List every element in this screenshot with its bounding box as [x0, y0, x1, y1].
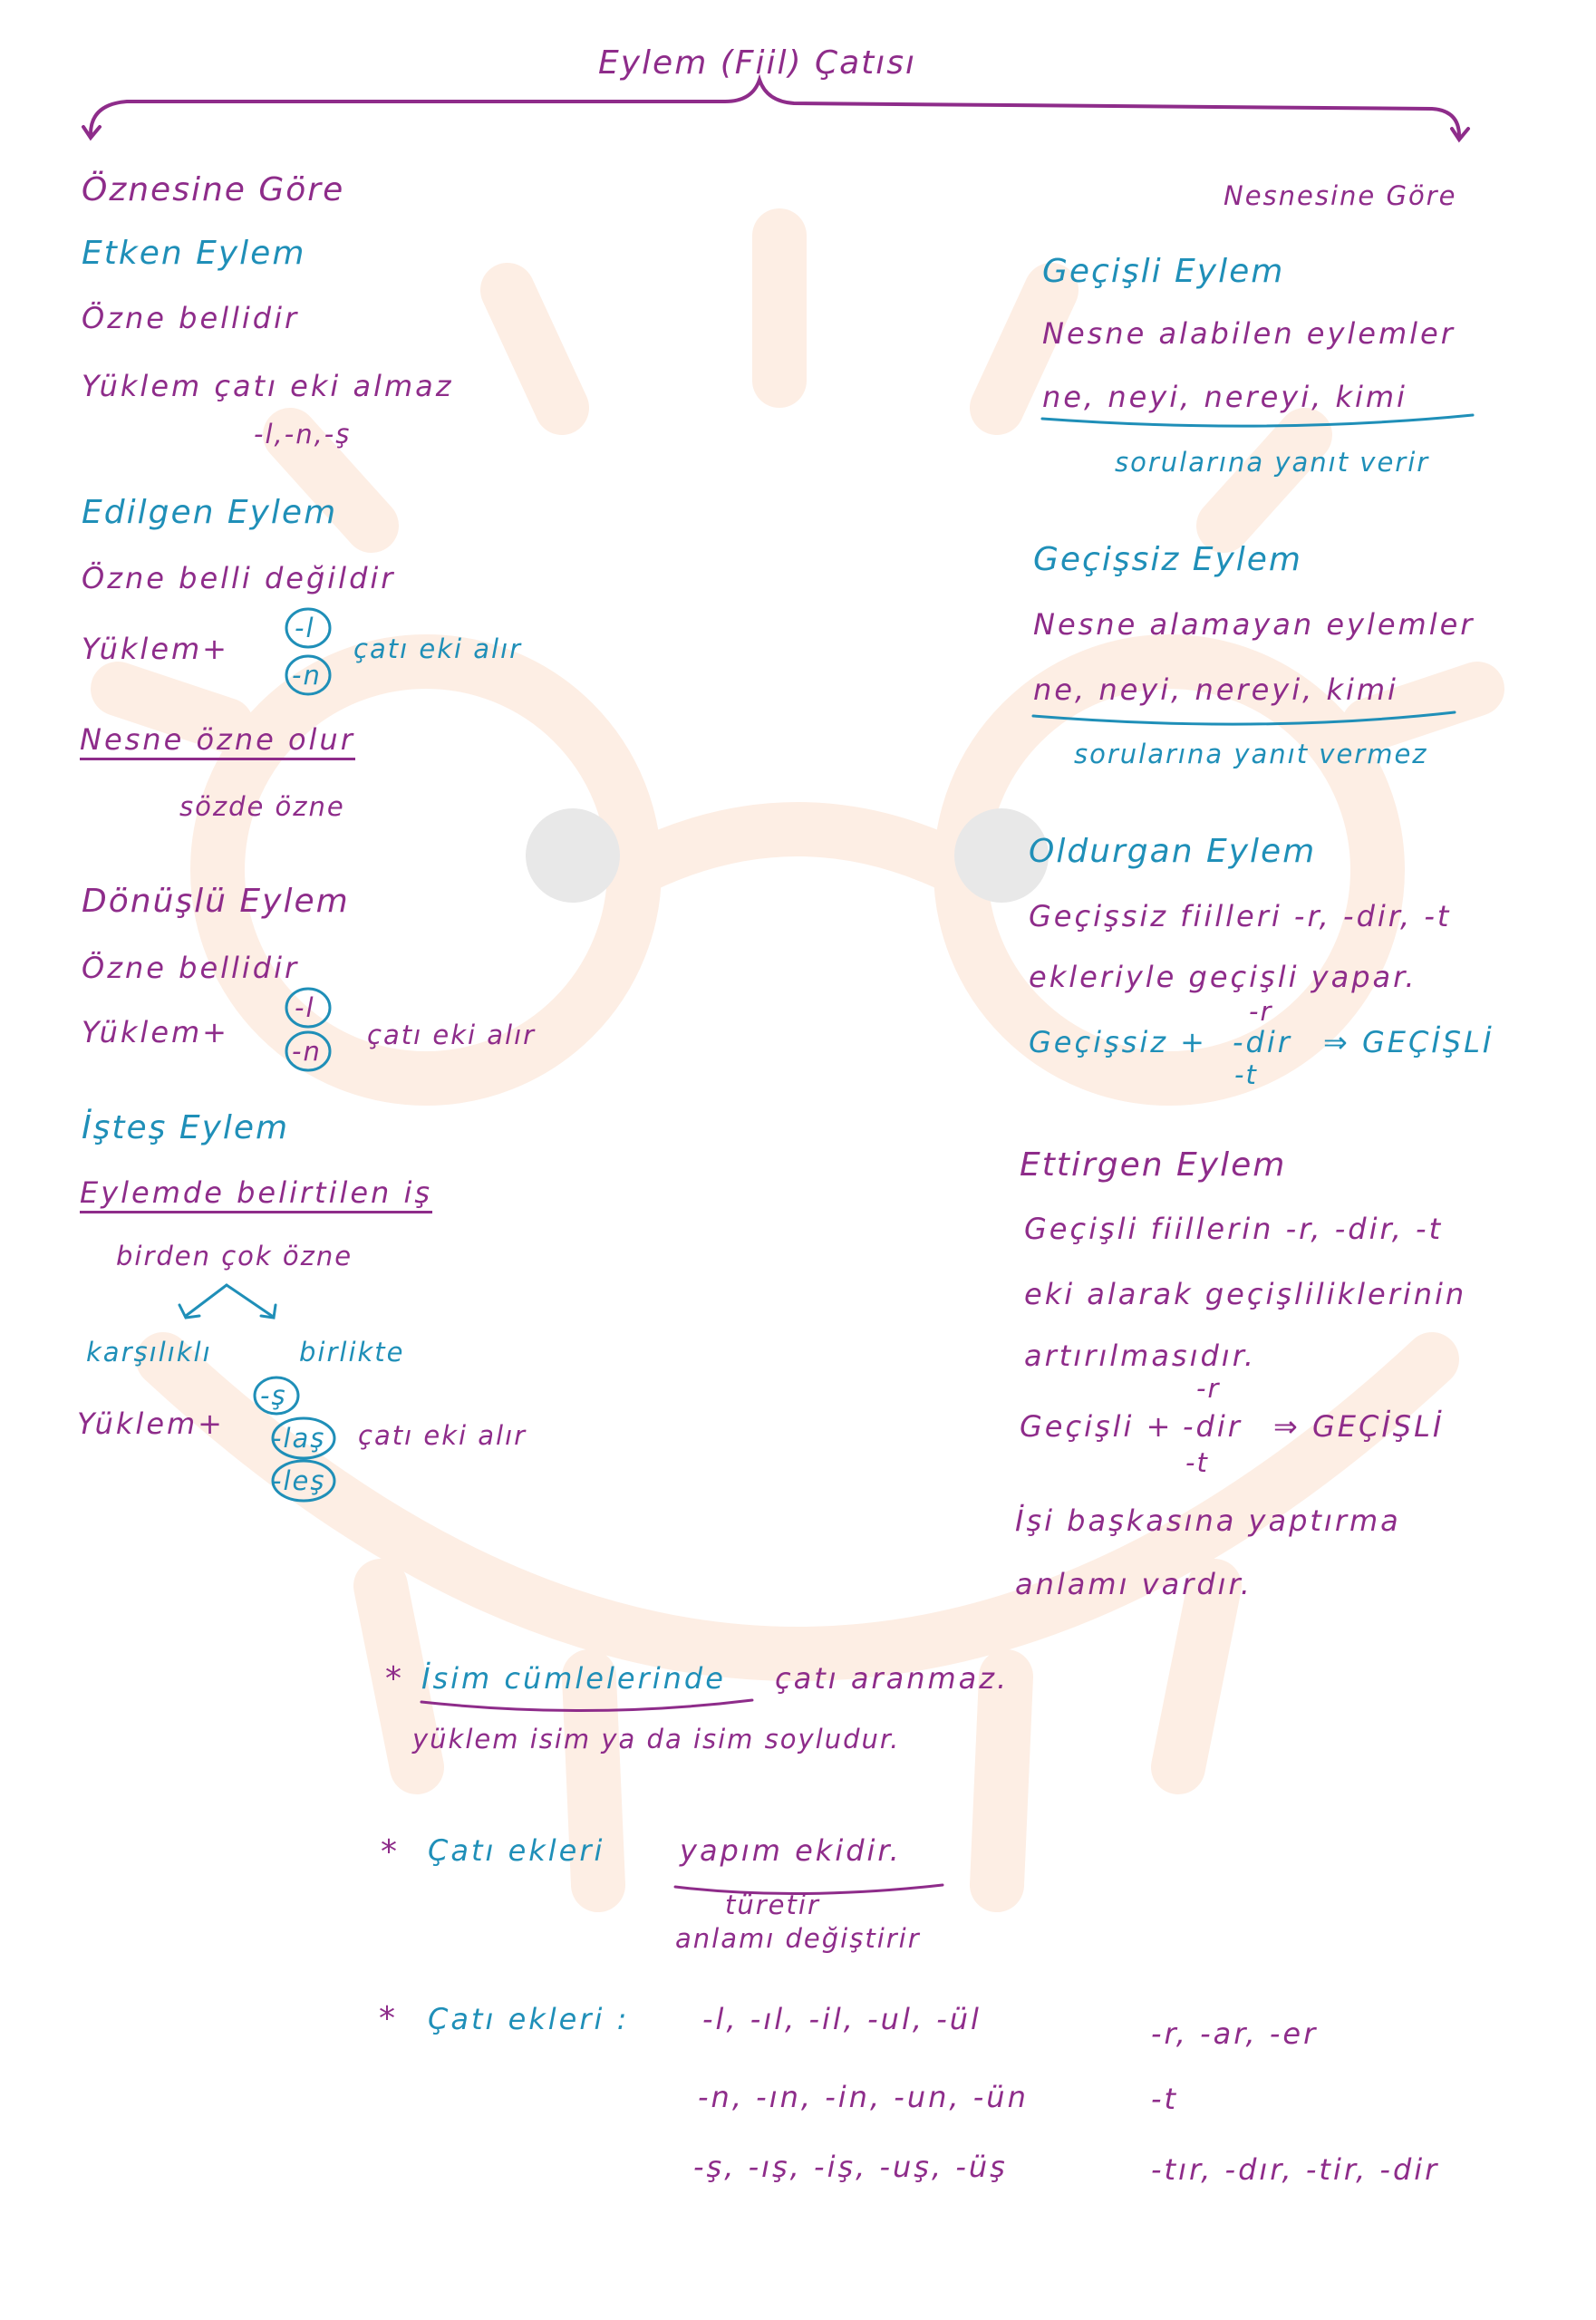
gecissiz-line2: ne, neyi, nereyi, kimi: [1033, 672, 1398, 707]
gecisli-line3: sorularına yanıt verir: [1115, 447, 1430, 478]
istes-line1: Eylemde belirtilen iş: [80, 1178, 432, 1213]
oldurgan-line2: ekleriyle geçişli yapar.: [1029, 960, 1417, 994]
page-title: Eylem (Fiil) Çatısı: [598, 44, 917, 82]
ettirgen-title: Ettirgen Eylem: [1020, 1146, 1287, 1184]
note1-a: İsim cümlelerinde: [421, 1661, 726, 1696]
note3-right3: -tır, -dır, -tir, -dir: [1151, 2152, 1440, 2187]
watermark-eye-left: [526, 808, 620, 903]
ettirgen-line1: Geçişli fiillerin -r, -dir, -t: [1024, 1212, 1444, 1246]
note3-row2: -n, -ın, -in, -un, -ün: [698, 2080, 1029, 2114]
gecissiz-line3: sorularına yanıt vermez: [1074, 739, 1428, 769]
note2-d: anlamı değiştirir: [675, 1923, 921, 1954]
branch-arrows: [179, 1285, 276, 1318]
donuslu-line1: Özne bellidir: [82, 951, 300, 985]
istes-yuklem: Yüklem+: [77, 1406, 225, 1441]
note3-row1: -l, -ıl, -il, -ul, -ül: [702, 2002, 982, 2036]
edilgen-line4: sözde özne: [179, 791, 345, 822]
istes-suffix-las: -laş: [272, 1423, 326, 1454]
ettirgen-line3: artırılmasıdır.: [1024, 1339, 1257, 1373]
note1-c: yüklem isim ya da isim soyludur.: [412, 1724, 901, 1754]
ettirgen-formula-mid: -dir: [1183, 1409, 1243, 1444]
etken-suffixes: -l,-n,-ş: [254, 419, 352, 450]
edilgen-title: Edilgen Eylem: [82, 494, 338, 531]
ettirgen-line4: İşi başkasına yaptırma: [1015, 1503, 1401, 1538]
right-heading: Nesnesine Göre: [1224, 180, 1457, 211]
edilgen-suffix-l: -l: [295, 613, 315, 643]
donuslu-tail: çatı eki alır: [367, 1020, 537, 1050]
istes-suffix-les: -leş: [272, 1465, 326, 1496]
istes-line2: birden çok özne: [116, 1241, 353, 1271]
title-brace: [83, 80, 1468, 140]
istes-branch-karsilikli: karşılıklı: [86, 1337, 212, 1368]
edilgen-suffix-n: -n: [292, 660, 322, 691]
oldurgan-formula-top: -r: [1249, 996, 1273, 1027]
gecisli-title: Geçişli Eylem: [1042, 253, 1285, 290]
note1-star: *: [385, 1660, 403, 1697]
edilgen-line1: Özne belli değildir: [82, 561, 396, 595]
ettirgen-formula-top: -r: [1196, 1373, 1221, 1404]
note3-a: Çatı ekleri :: [428, 2002, 630, 2036]
gecisli-line1: Nesne alabilen eylemler: [1042, 316, 1456, 351]
ettirgen-formula-left: Geçişli +: [1020, 1409, 1174, 1444]
ettirgen-line2: eki alarak geçişliliklerinin: [1024, 1277, 1467, 1311]
ettirgen-line5: anlamı vardır.: [1015, 1567, 1253, 1601]
note2-c: türetir: [725, 1890, 820, 1920]
oldurgan-formula-bottom: -t: [1234, 1059, 1258, 1090]
ettirgen-formula-right: ⇒ GEÇİŞLİ: [1273, 1409, 1445, 1444]
ettirgen-formula-bottom: -t: [1185, 1447, 1209, 1478]
istes-branch-birlikte: birlikte: [299, 1337, 405, 1368]
gecissiz-line1: Nesne alamayan eylemler: [1033, 607, 1475, 642]
edilgen-yuklem: Yüklem+: [82, 632, 229, 666]
gecisli-line2: ne, neyi, nereyi, kimi: [1042, 380, 1407, 414]
edilgen-line3: Nesne özne olur: [80, 725, 355, 760]
donuslu-title: Dönüşlü Eylem: [82, 883, 350, 920]
istes-title: İşteş Eylem: [82, 1109, 290, 1146]
donuslu-yuklem: Yüklem+: [82, 1015, 229, 1049]
note3-star: *: [379, 2000, 397, 2037]
note3-right2: -t: [1151, 2082, 1179, 2116]
oldurgan-formula-right: ⇒ GEÇİŞLİ: [1323, 1025, 1494, 1059]
gecissiz-title: Geçişsiz Eylem: [1033, 541, 1302, 578]
etken-line1: Özne bellidir: [82, 301, 300, 335]
edilgen-tail: çatı eki alır: [353, 633, 523, 664]
note1-b: çatı aranmaz.: [775, 1661, 1010, 1696]
note3-row3: -ş, -ış, -iş, -uş, -üş: [693, 2150, 1008, 2184]
donuslu-suffix-n: -n: [292, 1036, 322, 1067]
etken-line2: Yüklem çatı eki almaz: [82, 369, 454, 403]
note2-b: yapım ekidir.: [680, 1833, 902, 1868]
note3-right1: -r, -ar, -er: [1151, 2016, 1319, 2051]
watermark-logo: [118, 236, 1477, 1885]
etken-title: Etken Eylem: [82, 235, 306, 272]
istes-suffix-s: -ş: [260, 1380, 287, 1411]
note2-star: *: [381, 1833, 399, 1870]
oldurgan-line1: Geçişsiz fiilleri -r, -dir, -t: [1029, 899, 1452, 933]
oldurgan-title: Oldurgan Eylem: [1029, 833, 1317, 870]
oldurgan-formula-left: Geçişsiz +: [1029, 1025, 1207, 1059]
note2-a: Çatı ekleri: [428, 1833, 605, 1868]
oldurgan-formula-mid: -dir: [1233, 1025, 1292, 1059]
left-heading: Öznesine Göre: [82, 171, 345, 208]
donuslu-suffix-l: -l: [295, 992, 315, 1023]
istes-tail: çatı eki alır: [358, 1420, 527, 1451]
